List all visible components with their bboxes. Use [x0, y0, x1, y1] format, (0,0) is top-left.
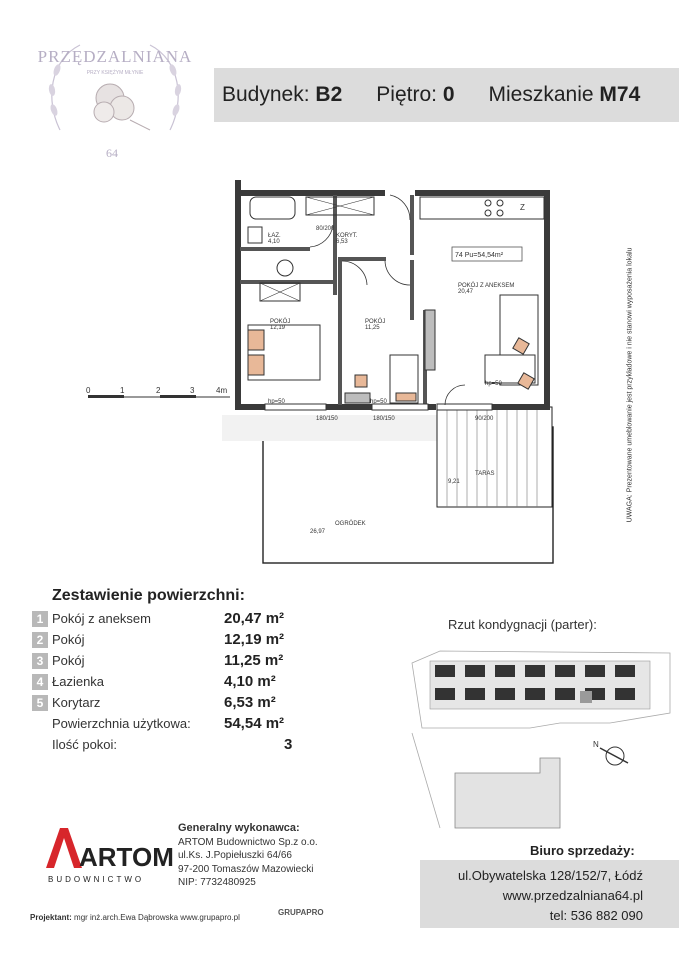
- window-label-3: 90/200: [475, 416, 494, 422]
- key-plan: [410, 633, 670, 838]
- summary-title: Zestawienie powierzchni:: [52, 587, 245, 604]
- door-label-1: 80/200: [316, 226, 335, 232]
- logo-name: PRZĘDZALNIANA: [37, 47, 193, 66]
- kitchen-z-label: Z: [520, 203, 525, 212]
- row-number: 5: [32, 695, 48, 711]
- area-row: [32, 608, 332, 629]
- usable-area-row: [32, 713, 332, 734]
- room-5-name: KORYT.: [336, 233, 358, 239]
- area-value: 11,25 m²: [224, 652, 284, 669]
- area-label: Pokój z aneksem: [52, 611, 151, 626]
- room-1-area: 20,47: [458, 289, 474, 295]
- apartment-info: Mieszkanie M74: [488, 83, 641, 106]
- room-2-name: POKÓJ: [270, 319, 291, 325]
- area-table: [32, 608, 332, 755]
- area-row: [32, 629, 332, 650]
- usable-area-label: Powierzchnia użytkowa:: [52, 716, 191, 731]
- hp-label-3: hp=50: [485, 381, 502, 387]
- area-row: [32, 671, 332, 692]
- contractor-line: NIP: 7732480925: [178, 877, 256, 888]
- area-value: 12,19 m²: [224, 631, 285, 648]
- area-value: 6,53 m²: [224, 694, 276, 711]
- area-label: Pokój: [52, 653, 85, 668]
- ogrodek-label: OGRÓDEK: [335, 521, 366, 527]
- row-number: 2: [32, 632, 48, 648]
- room-3-area: 11,25: [365, 325, 380, 331]
- scale-3: 3: [190, 386, 195, 395]
- artom-logo-text: ARTOM: [79, 842, 174, 872]
- sales-info: [420, 860, 679, 928]
- scale-2: 2: [156, 386, 161, 395]
- apartment-header: [214, 68, 679, 122]
- pu-label: 74 Pu=54,54m²: [455, 252, 504, 259]
- contractor-title: Generalny wykonawca:: [178, 822, 300, 834]
- floor-info: Piętro: 0: [376, 83, 455, 106]
- furniture-disclaimer: UWAGA: Prezentowane umeblowanie jest przykładowe i nie stanowi wyposażenia lokalu: [626, 247, 634, 523]
- room-2-area: 12,19: [270, 325, 286, 331]
- rooms-count-label: Ilość pokoi:: [52, 737, 118, 752]
- contractor-info: [178, 822, 318, 890]
- logo-tagline: PRZY KSIĘŻYM MŁYNIE: [86, 70, 144, 76]
- room-4-area: 4,10: [268, 239, 280, 245]
- usable-area-value: 54,54 m²: [224, 715, 285, 732]
- designer-credit: Projektant: mgr inż.arch.Ewa Dąbrowska www.grupapro.pl: [30, 913, 240, 922]
- logo-number: 64: [106, 146, 118, 160]
- window-label-2: 180/150: [373, 416, 395, 422]
- scale-4: 4m: [216, 386, 228, 395]
- key-plan-title: Rzut kondygnacji (parter):: [448, 617, 597, 632]
- contractor-line: ul.Ks. J.Popiełuszki 64/66: [178, 850, 292, 861]
- contractor-line: 97-200 Tomaszów Mazowiecki: [178, 863, 314, 875]
- area-value: 4,10 m²: [224, 673, 276, 690]
- room-3-name: POKÓJ: [365, 319, 386, 325]
- artom-logo-sub: BUDOWNICTWO: [48, 875, 145, 884]
- sales-phone[interactable]: tel: 536 882 090: [549, 908, 643, 923]
- rooms-count-value: 3: [284, 736, 293, 753]
- area-row: [32, 650, 332, 671]
- grupapro-logo: GRUPAPRO: [278, 908, 324, 917]
- sales-title: Biuro sprzedaży:: [530, 843, 635, 858]
- area-row: [32, 692, 332, 713]
- area-label: Łazienka: [52, 674, 105, 689]
- row-number: 4: [32, 674, 48, 690]
- taras-area: 9,21: [448, 479, 460, 485]
- room-1-name: POKÓJ Z ANEKSEM: [458, 283, 515, 289]
- hp-label-2: hp=50: [370, 399, 387, 405]
- area-label: Pokój: [52, 632, 85, 647]
- artom-logo: [24, 808, 174, 888]
- scale-1: 1: [120, 386, 125, 395]
- scale-0: 0: [86, 386, 91, 395]
- przedzalniana-logo: [37, 20, 193, 165]
- svg-text:N: N: [593, 740, 599, 749]
- area-label: Korytarz: [52, 695, 101, 710]
- sales-address: ul.Obywatelska 128/152/7, Łódź: [457, 868, 643, 883]
- room-5-area: 6,53: [336, 239, 348, 245]
- ogrodek-area: 26,97: [310, 529, 326, 535]
- north-arrow-icon: [593, 740, 628, 765]
- apartment-highlight: [580, 691, 592, 703]
- area-value: 20,47 m²: [224, 610, 285, 627]
- floor-plan: [80, 175, 560, 570]
- building-info: Budynek: B2: [222, 83, 343, 106]
- room-4-name: ŁAZ.: [268, 233, 281, 239]
- window-label-1: 180/150: [316, 416, 338, 422]
- hp-label-1: hp=50: [268, 399, 285, 405]
- taras-label: TARAS: [475, 471, 495, 477]
- sales-website[interactable]: www.przedzalniana64.pl: [502, 888, 643, 903]
- contractor-line: ARTOM Budownictwo Sp.z o.o.: [178, 836, 318, 848]
- row-number: 3: [32, 653, 48, 669]
- rooms-count-row: [32, 734, 332, 755]
- row-number: 1: [32, 611, 48, 627]
